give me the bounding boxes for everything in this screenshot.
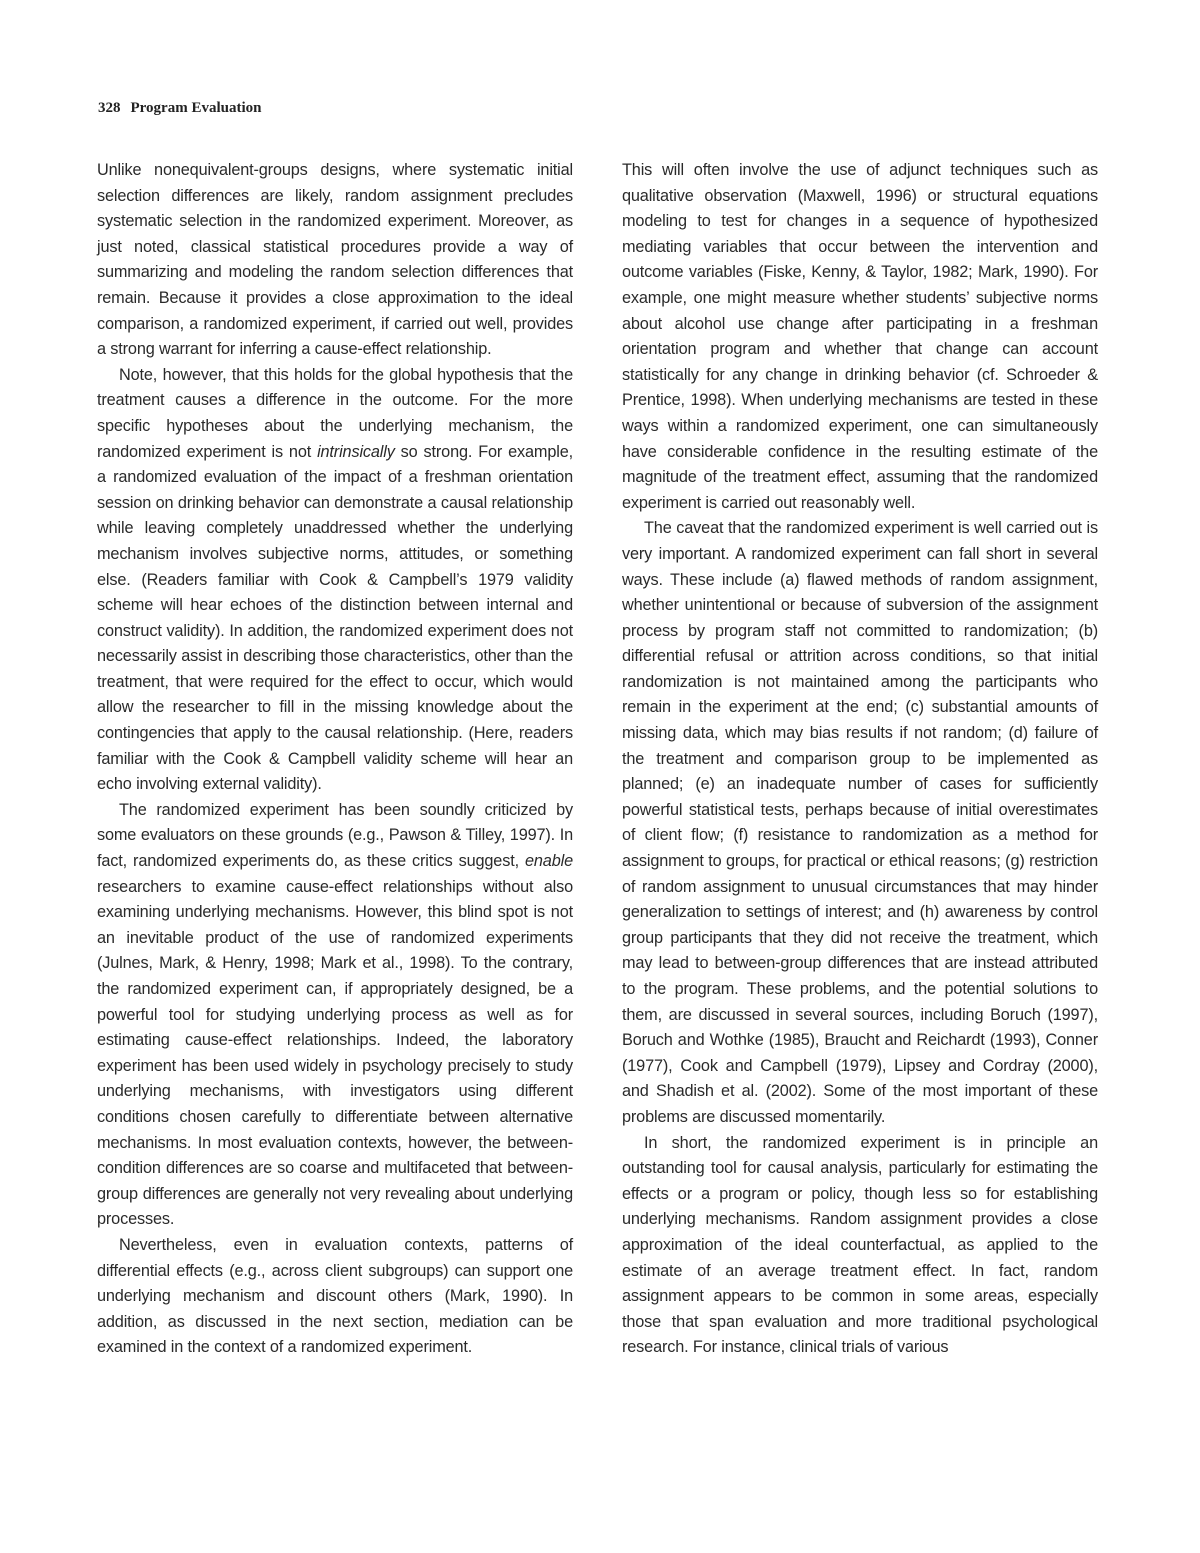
text-segment: so strong. For example, a randomized evaluation of the impact of a freshman orientation session on drinking behavior can demonstrate a causal relationship while leaving completely unaddressed whether the underlying mechanism involves subjective norms, attitudes, or something else. (Readers familiar with Cook & Campbell’s 1979 validity scheme will hear echoes of the distinction between internal and construct validity). In addition, the randomized experiment does not necessarily assist in describing those characteristics, other than the treatment, that were required for the effect to occur, which would allow the researcher to fill in the missing knowledge about the contingencies that apply to the causal relationship. (Here, readers familiar with the Cook & Campbell validity scheme will hear an echo involving external validity).: [97, 442, 573, 794]
left-column: [97, 158, 573, 1361]
paragraph: [97, 798, 573, 1233]
text-segment: In short, the randomized experiment is in principle an outstanding tool for causal analysis, particularly for estimating the effects or a program or policy, though less so for establishing underlying mechanisms. Random assignment provides a close approximation of the ideal counterfactual, as applied to the estimate of an average treatment effect. In fact, random assignment appears to be common in some areas, especially those that span evaluation and more traditional psychological research. For instance, clinical trials of various: [622, 1133, 1098, 1357]
text-segment: Unlike nonequivalent-groups designs, where systematic initial selection differences are likely, random assignment precludes systematic selection in the randomized experiment. Moreover, as just noted, classical statistical procedures provide a way of summarizing and modeling the random selection differences that remain. Because it provides a close approximation to the ideal comparison, a randomized experiment, if carried out well, provides a strong warrant for inferring a cause-effect relationship.: [97, 161, 573, 359]
paragraph: [97, 158, 573, 363]
paragraph: [622, 158, 1098, 516]
paragraph: [622, 1131, 1098, 1361]
text-segment: The randomized experiment has been soundly criticized by some evaluators on these grounds (e.g., Pawson & Tilley, 1997). In fact, randomized experiments do, as these critics suggest,: [97, 800, 573, 871]
text-segment: researchers to examine cause-effect relationships without also examining underlying mechanisms. However, this blind spot is not an inevitable product of the use of randomized experiments (Julnes, Mark, & Henry, 1998; Mark et al., 1998). To the contrary, the randomized experiment can, if appropriately designed, be a powerful tool for studying underlying process as well as for estimating cause-effect relationships. Indeed, the laboratory experiment has been used widely in psychology precisely to study underlying mechanisms, with investigators using different conditions chosen carefully to differentiate between alternative mechanisms. In most evaluation contexts, however, the between-condition differences are so coarse and multifaceted that between-group differences are generally not very revealing about underlying processes.: [97, 877, 573, 1229]
page-number: 328: [98, 100, 121, 116]
right-column: [622, 158, 1098, 1361]
book-title: Program Evaluation: [130, 100, 262, 116]
paragraph: [97, 1233, 573, 1361]
running-head: [98, 100, 261, 117]
text-segment: This will often involve the use of adjunct techniques such as qualitative observation (Maxwell, 1996) or structural equations modeling to test for changes in a sequence of hypothesized mediating variables that occur between the intervention and outcome variables (Fiske, Kenny, & Taylor, 1982; Mark, 1990). For example, one might measure whether students’ subjective norms about alcohol use change after participating in a freshman orientation program and whether that change can account statistically for any change in drinking behavior (cf. Schroeder & Prentice, 1998). When underlying mechanisms are tested in these ways within a randomized experiment, one can simultaneously have considerable confidence in the resulting estimate of the magnitude of the treatment effect, assuming that the randomized experiment is carried out reasonably well.: [622, 161, 1098, 512]
paragraph: [97, 363, 573, 798]
italic-text: intrinsically: [317, 442, 395, 461]
paragraph: [622, 516, 1098, 1130]
text-segment: The caveat that the randomized experiment is well carried out is very important. A randomized experiment can fall short in several ways. These include (a) flawed methods of random assignment, whether unintentional or because of subversion of the assignment process by program staff not committed to randomization; (b) differential refusal or attrition across conditions, so that initial randomization is not maintained among the participants who remain in the experiment at the end; (c) substantial amounts of missing data, which may bias results if not random; (d) failure of the treatment and comparison group to be implemented as planned; (e) an inadequate number of cases for sufficiently powerful statistical tests, perhaps because of initial overestimates of client flow; (f) resistance to randomization as a method for assignment to groups, for practical or ethical reasons; (g) restriction of random assignment to unusual circumstances that may hinder generalization to settings of interest; and (h) awareness by control group participants that they did not receive the treatment, which may lead to between-group differences that are instead attributed to the program. These problems, and the potential solutions to them, are discussed in several sources, including Boruch (1997), Boruch and Wothke (1985), Braucht and Reichardt (1993), Conner (1977), Cook and Campbell (1979), Lipsey and Cordray (2000), and Shadish et al. (2002). Some of the most important of these problems are discussed momentarily.: [622, 519, 1098, 1126]
italic-text: enable: [525, 852, 573, 871]
text-segment: Nevertheless, even in evaluation contexts, patterns of differential effects (e.g., across client subgroups) can support one underlying mechanism and discount others (Mark, 1990). In addition, as discussed in the next section, mediation can be examined in the context of a randomized experiment.: [97, 1235, 573, 1357]
text-segment: Note, however, that this holds for the global hypothesis that the treatment causes a difference in the outcome. For the more specific hypotheses about the underlying mechanism, the randomized experiment is not: [97, 365, 573, 461]
